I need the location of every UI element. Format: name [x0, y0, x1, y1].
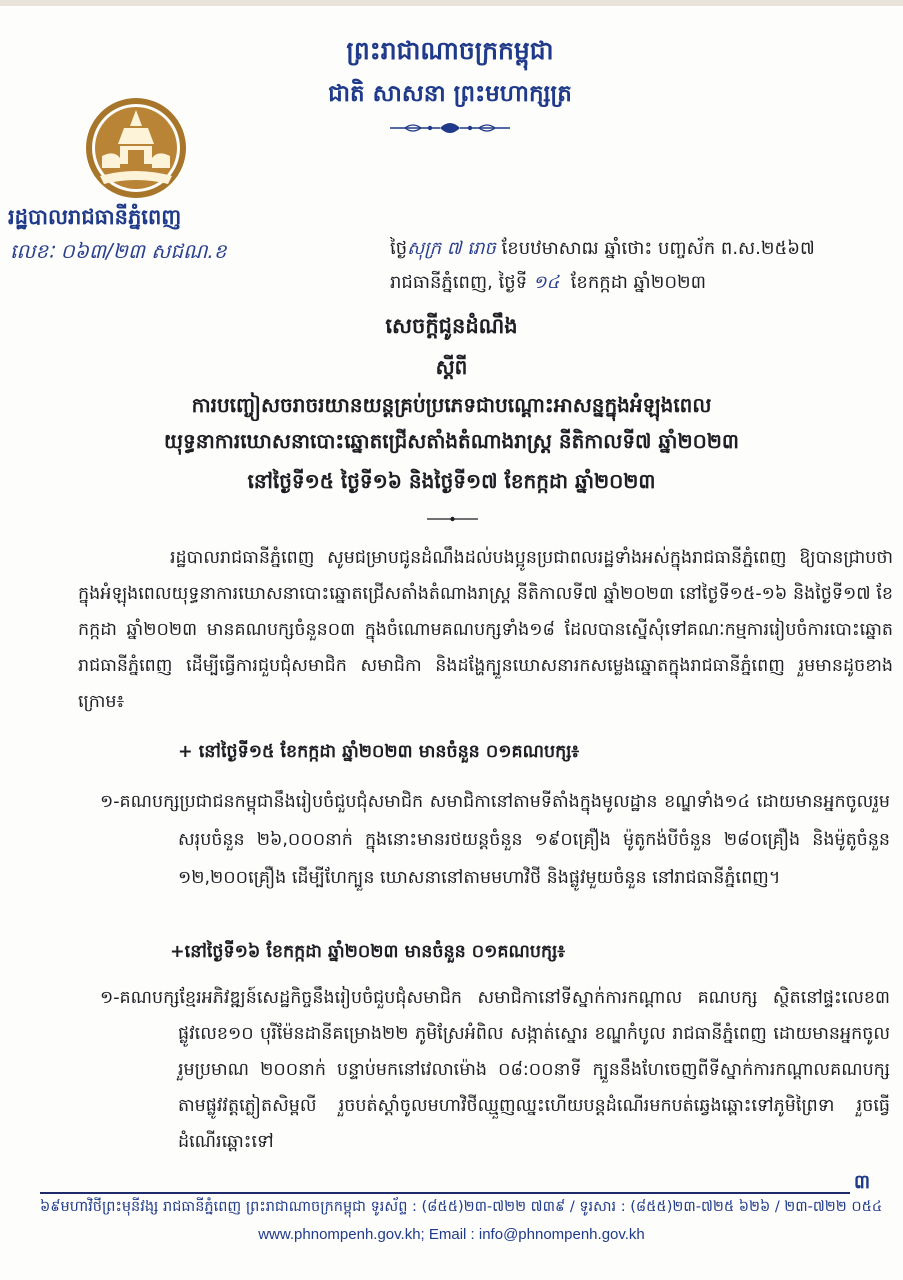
notice-subject-line-3: នៅថ្ងៃទី១៥ ថ្ងៃទី១៦ និងថ្ងៃទី១៧ ខែកក្កដា ឆ្នាំ២០២៣ [247, 469, 656, 493]
footer-web-email: www.phnompenh.gov.kh; Email : info@phnompenh.gov.kh [258, 1226, 645, 1243]
national-motto: ជាតិ សាសនា ព្រះមហាក្សត្រ [328, 80, 572, 107]
bullet-day-16: +នៅថ្ងៃទី១៦ ខែកក្កដា ឆ្នាំ២០២៣ មានចំនួន ០១គណបក្ស៖ [170, 942, 566, 962]
top-edge-strip [0, 0, 903, 6]
intro-paragraph: រដ្ឋបាលរាជធានីភ្នំពេញ សូមជម្រាបជូនដំណឹងដល់បងប្អូនប្រជាពលរដ្ឋទាំងអស់ក្នុងរាជធានីភ្នំពេញ ឱ្យបានជ្រាបថា ក្នុងអំឡុងពេលយុទ្ធនាការឃោសនាបោះឆ្នោតជ្រើសតាំងតំណាងរាស្ត្រ នីតិកាលទី៧ ឆ្នាំ២០២៣ នៅថ្ងៃទី១៥-១៦ និងថ្ងៃទី១៧ ខែកក្កដា ឆ្នាំ២០២៣ មានគណបក្សចំនួន០៣ ក្នុងចំណោមគណបក្សទាំង១៨ ដែលបានស្នើសុំទៅគណៈកម្មការរៀបចំការបោះឆ្នោតរាជធានីភ្នំពេញ ដើម្បីធ្វើការជួបជុំសមាជិក សមាជិកា និងដង្ហែក្បួនឃោសនារកសម្លេងឆ្នោតក្នុងរាជធានីភ្នំពេញ រួមមានដូចខាងក្រោម៖ [78, 548, 893, 712]
solar-rest: ខែកក្កដា ឆ្នាំ២០២៣ [570, 272, 707, 293]
notice-subject-line-1: ការបញ្ចៀសចរាចរយានយន្តគ្រប់ប្រភេទជាបណ្តោះអាសន្នក្នុងអំឡុងពេល [191, 393, 712, 417]
lunar-handwritten: សុក្រ ៧ រោច [407, 238, 496, 259]
lunar-rest: ខែបឋមាសាឍ ឆ្នាំថោះ បញ្ចស័ក ព.ស.២៥៦៧ [501, 238, 815, 259]
bullet-day-15: + នៅថ្ងៃទី១៥ ខែកក្កដា ឆ្នាំ២០២៣ មានចំនួន ០១គណបក្ស៖ [178, 742, 580, 762]
solar-prefix: រាជធានីភ្នំពេញ, ថ្ងៃទី [390, 272, 528, 293]
page-number: ៣ [853, 1171, 871, 1193]
footer-address: ៦៩មហាវិថីព្រះមុនីវង្ស រាជធានីភ្នំពេញ ព្រះរាជាណាចក្រកម្ពុជា ទូរស័ព្ទ : (៨៥៥)២៣-៧២២ ៧៣៩ / ទូរសារ : (៨៥៥)២៣-៧២៥ ៦២៦ / ២៣-៧២២ ០៥៤ [40, 1199, 883, 1215]
phnom-penh-seal-logo [84, 96, 188, 200]
solar-day: ១៤ [532, 272, 560, 293]
list-item-cpp: ១-គណបក្សប្រជាជនកម្ពុជានឹងរៀបចំជួបជុំសមាជិក សមាជិកានៅតាមទីតាំងក្នុងមូលដ្ឋាន ខណ្ឌទាំង១៤ ដោយមានអ្នកចូលរួមសរុបចំនួន ២៦,០០០នាក់ ក្នុងនោះមានរថយន្តចំនួន ១៩០គ្រឿង ម៉ូតូកង់បីចំនួន ២៨០គ្រឿង និងម៉ូតូចំនួន ១២,២០០គ្រឿង ដើម្បីហែក្បួន ឃោសនានៅតាមមហាវិថី និងផ្លូវមួយចំនួន នៅរាជធានីភ្នំពេញ។ [100, 792, 890, 888]
lunar-date-line [390, 236, 900, 263]
reference-number: លេខៈ ០៦៣/២៣ សជណ.ខ [10, 239, 227, 263]
footer-rule [40, 1192, 850, 1194]
kingdom-heading: ព្រះរាជាណាចក្រកម្ពុជា [346, 36, 554, 65]
title-separator [425, 514, 480, 524]
list-item-khmer-economic-party: ១-គណបក្សខ្មែរអភិវឌ្ឍន៍សេដ្ឋកិច្ចនឹងរៀបចំជួបជុំសមាជិក សមាជិកានៅទីស្នាក់ការកណ្តាល គណបក្ស ស្ថិតនៅផ្ទះលេខ៣ ផ្លូវលេខ១០ បុរីម៉ែនដានីគម្រោង២២ ភូមិស្រែអំពិល សង្កាត់ស្នោរ ខណ្ឌកំបូល រាជធានីភ្នំពេញ ដោយមានអ្នកចូលរួមប្រមាណ ២០០នាក់ បន្ទាប់មកនៅវេលាម៉ោង ០៨:០០នាទី ក្បួននឹងហែចេញពីទីស្នាក់ការកណ្តាលគណបក្សតាមផ្លូវវត្តភ្លៀតសិម្ពលី រួចបត់ស្តាំចូលមហាវិថីឈ្មួញឈ្នះហើយបន្តដំណើរមកបត់ឆ្វេងឆ្ពោះទៅភូមិព្រៃទា រួចធ្វើដំណើរឆ្ពោះទៅ [100, 988, 890, 1152]
notice-title: សេចក្តីជូនដំណឹង [385, 314, 518, 338]
ornament-divider [385, 118, 515, 138]
issuer-name: រដ្ឋបាលរាជធានីភ្នំពេញ [8, 205, 182, 229]
lunar-prefix: ថ្ងៃ [390, 238, 408, 259]
notice-subject-label: ស្តីពី [435, 355, 468, 379]
notice-subject-line-2: យុទ្ធនាការឃោសនាបោះឆ្នោតជ្រើសតាំងតំណាងរាស្ត្រ នីតិកាលទី៧ ឆ្នាំ២០២៣ [164, 429, 739, 453]
solar-date-line [390, 270, 900, 297]
